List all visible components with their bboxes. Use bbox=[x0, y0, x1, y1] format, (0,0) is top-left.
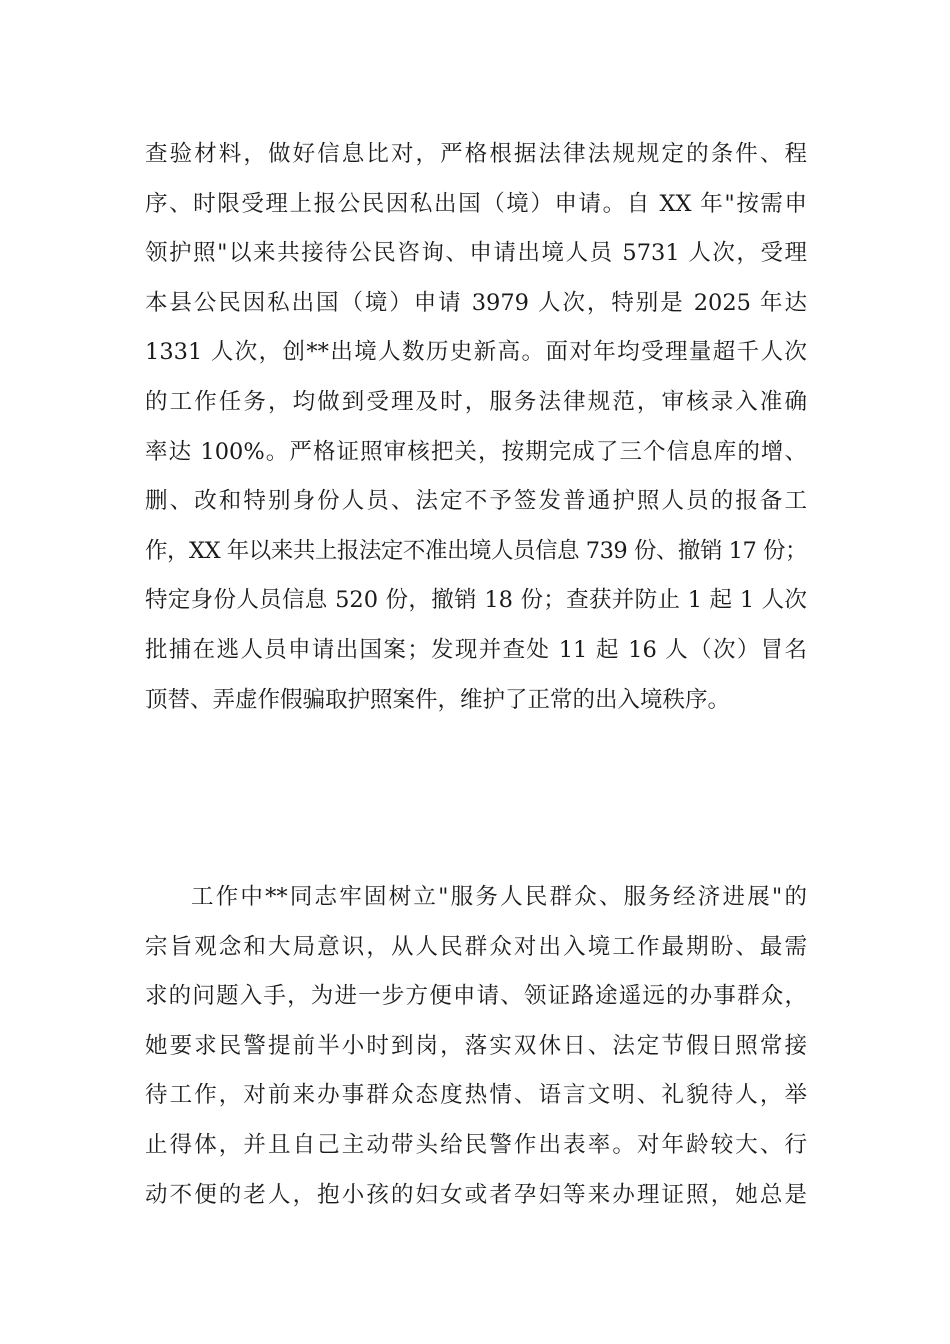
text-line: 本县公民因私出国（境）申请 3979 人次，特别是 2025 年达 bbox=[145, 289, 807, 316]
text-line: 工作中**同志牢固树立"服务人民群众、服务经济进展"的 bbox=[191, 884, 807, 910]
text-line: 率达 100%。严格证照审核把关，按期完成了三个信息库的增、 bbox=[145, 438, 807, 465]
text-line: 批捕在逃人员申请出国案；发现并查处 11 起 16 人（次）冒名 bbox=[145, 636, 807, 663]
text-line: 待工作，对前来办事群众态度热情、语言文明、礼貌待人，举 bbox=[145, 1082, 807, 1109]
text-line: 删、改和特别身份人员、法定不予签发普通护照人员的报备工 bbox=[145, 488, 807, 515]
text-line: 作，XX 年以来共上报法定不准出境人员信息 739 份、撤销 17 份； bbox=[145, 537, 807, 564]
text-line: 动不便的老人，抱小孩的妇女或者孕妇等来办理证照，她总是 bbox=[145, 1181, 807, 1208]
text-line: 序、时限受理上报公民因私出国（境）申请。自 XX 年"按需申 bbox=[145, 190, 807, 217]
text-line: 特定身份人员信息 520 份，撤销 18 份；查获并防止 1 起 1 人次 bbox=[145, 587, 807, 614]
text-line: 求的问题入手，为进一步方便申请、领证路途遥远的办事群众， bbox=[145, 983, 807, 1010]
text-line: 的工作任务，均做到受理及时，服务法律规范，审核录入准确 bbox=[145, 388, 807, 415]
text-line: 1331 人次，创**出境人数历史新高。面对年均受理量超千人次 bbox=[145, 339, 807, 366]
paragraph-1 bbox=[145, 130, 807, 725]
text-line: 领护照"以来共接待公民咨询、申请出境人员 5731 人次，受理 bbox=[145, 240, 807, 267]
text-line: 宗旨观念和大局意识，从人民群众对出入境工作最期盼、最需 bbox=[145, 933, 807, 960]
text-line: 查验材料，做好信息比对，严格根据法律法规规定的条件、程 bbox=[145, 141, 807, 167]
text-line: 顶替、弄虚作假骗取护照案件，维护了正常的出入境秩序。 bbox=[145, 686, 731, 713]
text-line: 止得体，并且自己主动带头给民警作出表率。对年龄较大、行 bbox=[145, 1131, 807, 1158]
text-line: 她要求民警提前半小时到岗，落实双休日、法定节假日照常接 bbox=[145, 1032, 807, 1059]
paragraph-2 bbox=[145, 873, 807, 1220]
